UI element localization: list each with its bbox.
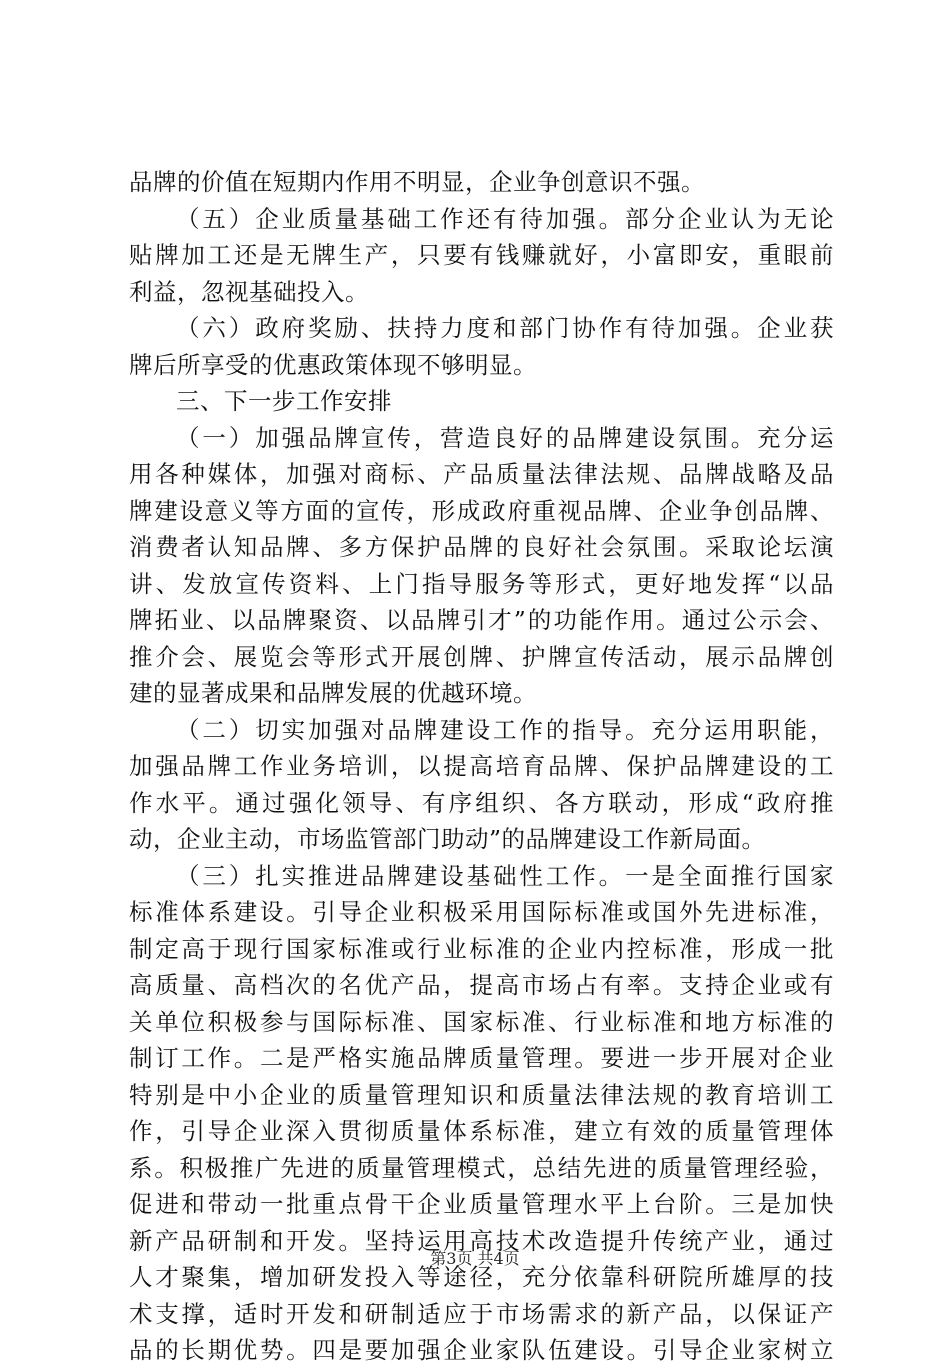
text-line: 术支撑，适时开发和研制适应于市场需求的新产品，以保证产 <box>129 1299 834 1328</box>
text-line: 特别是中小企业的质量管理知识和质量法律法规的教育培训工 <box>129 1080 834 1109</box>
text-line: 贴牌加工还是无牌生产，只要有钱赚就好，小富即安，重眼前 <box>129 241 834 269</box>
text-line: 高质量、高档次的名优产品，提高市场占有率。支持企业或有 <box>129 971 834 999</box>
text-line: （三）扎实推进品牌建设基础性工作。一是全面推行国家 <box>176 861 834 890</box>
text-line: 牌建设意义等方面的宣传，形成政府重视品牌、企业争创品牌、 <box>129 496 834 525</box>
text-line: 推介会、展览会等形式开展创牌、护牌宣传活动，展示品牌创 <box>129 642 834 671</box>
text-line: （二）切实加强对品牌建设工作的指导。充分运用职能， <box>176 715 834 744</box>
text-line: 促进和带动一批重点骨干企业质量管理水平上台阶。三是加快 <box>129 1190 834 1218</box>
text-line: 加强品牌工作业务培训，以提高培育品牌、保护品牌建设的工 <box>129 752 834 780</box>
page-footer: 第3页 共4页 <box>430 1249 520 1268</box>
text-line: 建的显著成果和品牌发展的优越环境。 <box>129 679 537 707</box>
section-heading: 三、下一步工作安排 <box>176 387 392 415</box>
text-line: 利益，忽视基础投入。 <box>129 277 369 306</box>
text-line: 人才聚集，增加研发投入等途径，充分依靠科研院所雄厚的技 <box>129 1263 834 1291</box>
text-line: 系。积极推广先进的质量管理模式，总结先进的质量管理经验， <box>129 1153 834 1182</box>
text-line: 动，企业主动，市场监管部门助动”的品牌建设工作新局面。 <box>129 825 766 853</box>
text-line: （六）政府奖励、扶持力度和部门协作有待加强。企业获 <box>176 314 834 342</box>
text-line: 品的长期优势。四是要加强企业家队伍建设。引导企业家树立 <box>129 1336 834 1364</box>
text-line: 消费者认知品牌、多方保护品牌的良好社会氛围。采取论坛演 <box>129 533 834 561</box>
text-line: 讲、发放宣传资料、上门指导服务等形式，更好地发挥“以品 <box>129 569 834 598</box>
text-line: 作水平。通过强化领导、有序组织、各方联动，形成“政府推 <box>129 788 834 817</box>
text-line: （一）加强品牌宣传，营造良好的品牌建设氛围。充分运 <box>176 423 834 452</box>
text-line: 品牌的价值在短期内作用不明显，企业争创意识不强。 <box>129 168 705 196</box>
text-line: 标准体系建设。引导企业积极采用国际标准或国外先进标准， <box>129 898 834 926</box>
text-line: 制定高于现行国家标准或行业标准的企业内控标准，形成一批 <box>129 934 834 963</box>
text-line: 制订工作。二是严格实施品牌质量管理。要进一步开展对企业 <box>129 1044 834 1072</box>
text-line: 牌后所享受的优惠政策体现不够明显。 <box>129 350 537 379</box>
text-line: 关单位积极参与国际标准、国家标准、行业标准和地方标准的 <box>129 1007 834 1036</box>
text-line: 牌拓业、以品牌聚资、以品牌引才”的功能作用。通过公示会、 <box>129 606 834 634</box>
text-line: 作，引导企业深入贯彻质量体系标准，建立有效的质量管理体 <box>129 1117 834 1145</box>
document-body <box>129 164 834 1369</box>
text-line: （五）企业质量基础工作还有待加强。部分企业认为无论 <box>176 204 834 233</box>
text-line: 新产品研制和开发。坚持运用高技术改造提升传统产业，通过 <box>129 1226 834 1255</box>
text-line: 用各种媒体，加强对商标、产品质量法律法规、品牌战略及品 <box>129 460 834 488</box>
